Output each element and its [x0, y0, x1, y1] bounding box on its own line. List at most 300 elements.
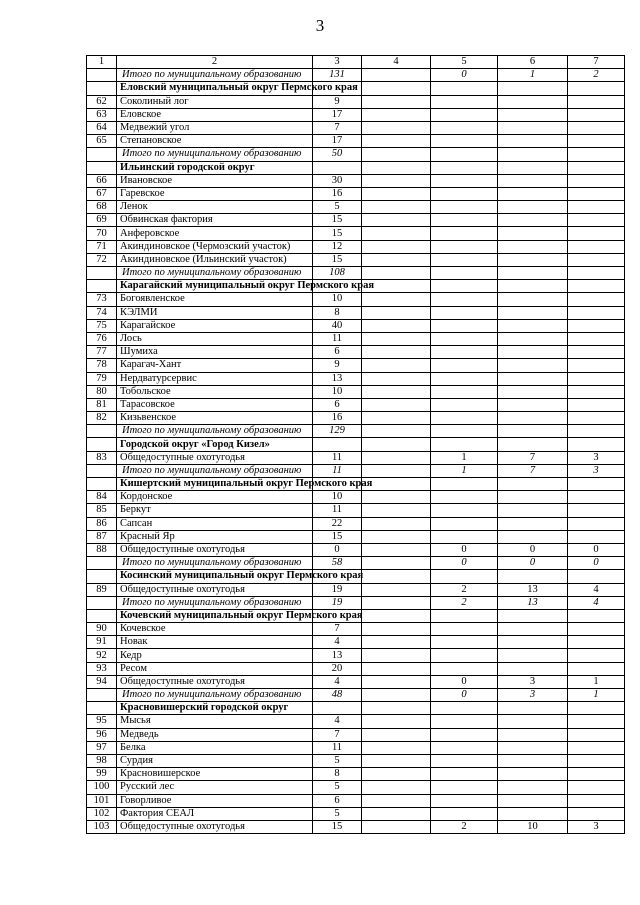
value-cell-c5: [431, 609, 498, 622]
value-cell-c4: [362, 306, 431, 319]
value-cell-c3: 6: [313, 346, 362, 359]
row-number-cell: 83: [87, 451, 117, 464]
value-cell-c7: [568, 623, 625, 636]
total-row: [87, 148, 625, 161]
row-number-cell: 85: [87, 504, 117, 517]
table-row: [87, 174, 625, 187]
row-number-cell: 63: [87, 108, 117, 121]
value-cell-c3: 9: [313, 95, 362, 108]
value-cell-c6: 1: [498, 69, 568, 82]
table-row: [87, 543, 625, 556]
value-cell-c7: [568, 491, 625, 504]
value-cell-c6: [498, 425, 568, 438]
value-cell-c6: [498, 385, 568, 398]
value-cell-c3: 5: [313, 807, 362, 820]
row-number-cell: 99: [87, 768, 117, 781]
name-cell: Итого по муниципальному образованию: [117, 425, 313, 438]
value-cell-c4: [362, 491, 431, 504]
value-cell-c6: [498, 754, 568, 767]
total-row: [87, 425, 625, 438]
value-cell-c6: 0: [498, 543, 568, 556]
row-number-cell: 67: [87, 187, 117, 200]
value-cell-c6: [498, 609, 568, 622]
table-row: [87, 412, 625, 425]
value-cell-c6: [498, 478, 568, 491]
table-row: [87, 820, 625, 833]
value-cell-c6: [498, 174, 568, 187]
table-row: [87, 781, 625, 794]
value-cell-c5: [431, 491, 498, 504]
header-cell: 3: [313, 56, 362, 69]
value-cell-c3: 10: [313, 293, 362, 306]
row-number-cell: 81: [87, 398, 117, 411]
value-cell-c5: [431, 504, 498, 517]
name-cell: Ленок: [117, 201, 313, 214]
value-cell-c4: [362, 662, 431, 675]
value-cell-c5: [431, 306, 498, 319]
value-cell-c4: [362, 623, 431, 636]
name-cell: Кизьвенское: [117, 412, 313, 425]
value-cell-c3: 15: [313, 227, 362, 240]
value-cell-c3: 129: [313, 425, 362, 438]
value-cell-c3: 4: [313, 675, 362, 688]
value-cell-c5: [431, 794, 498, 807]
value-cell-c3: 11: [313, 332, 362, 345]
value-cell-c3: 7: [313, 121, 362, 134]
value-cell-c4: [362, 385, 431, 398]
value-cell-c5: [431, 715, 498, 728]
row-number-cell: 102: [87, 807, 117, 820]
value-cell-c5: [431, 121, 498, 134]
value-cell-c4: [362, 781, 431, 794]
name-cell: Акиндиновское (Ильинский участок): [117, 253, 313, 266]
value-cell-c7: 2: [568, 69, 625, 82]
table-body: [87, 69, 625, 834]
section-header-row: [87, 82, 625, 95]
value-cell-c3: 20: [313, 662, 362, 675]
name-cell: Сапсан: [117, 517, 313, 530]
row-number-cell: 71: [87, 240, 117, 253]
value-cell-c6: [498, 702, 568, 715]
header-cell: 2: [117, 56, 313, 69]
value-cell-c7: [568, 319, 625, 332]
name-cell: Гаревское: [117, 187, 313, 200]
value-cell-c7: [568, 95, 625, 108]
name-cell: Лось: [117, 332, 313, 345]
value-cell-c3: 11: [313, 741, 362, 754]
row-number-cell: 96: [87, 728, 117, 741]
table-row: [87, 451, 625, 464]
value-cell-c6: [498, 346, 568, 359]
row-number-cell: 90: [87, 623, 117, 636]
value-cell-c3: 0: [313, 543, 362, 556]
name-cell: Итого по муниципальному образованию: [117, 267, 313, 280]
value-cell-c5: [431, 649, 498, 662]
value-cell-c5: [431, 570, 498, 583]
header-cell: 5: [431, 56, 498, 69]
name-cell: Красновишерский городской округ: [117, 702, 313, 715]
value-cell-c5: [431, 728, 498, 741]
value-cell-c4: [362, 214, 431, 227]
value-cell-c6: [498, 768, 568, 781]
name-cell: Кордонское: [117, 491, 313, 504]
value-cell-c3: 12: [313, 240, 362, 253]
row-number-cell: 84: [87, 491, 117, 504]
value-cell-c5: 1: [431, 464, 498, 477]
value-cell-c6: [498, 438, 568, 451]
value-cell-c7: [568, 794, 625, 807]
value-cell-c3: 108: [313, 267, 362, 280]
total-row: [87, 596, 625, 609]
value-cell-c3: 17: [313, 108, 362, 121]
table-row: [87, 794, 625, 807]
value-cell-c4: [362, 148, 431, 161]
row-number-cell: 88: [87, 543, 117, 556]
section-header-row: [87, 570, 625, 583]
name-cell: Общедоступные охотугодья: [117, 675, 313, 688]
value-cell-c5: [431, 267, 498, 280]
value-cell-c7: [568, 570, 625, 583]
value-cell-c7: [568, 504, 625, 517]
value-cell-c6: [498, 306, 568, 319]
section-header-row: [87, 478, 625, 491]
value-cell-c7: 1: [568, 689, 625, 702]
value-cell-c3: 9: [313, 359, 362, 372]
value-cell-c4: [362, 121, 431, 134]
row-number-cell: 73: [87, 293, 117, 306]
row-number-cell: [87, 69, 117, 82]
row-number-cell: 65: [87, 135, 117, 148]
value-cell-c3: 16: [313, 187, 362, 200]
value-cell-c3: 13: [313, 372, 362, 385]
value-cell-c3: 7: [313, 623, 362, 636]
value-cell-c4: [362, 728, 431, 741]
value-cell-c6: [498, 517, 568, 530]
value-cell-c7: [568, 385, 625, 398]
value-cell-c3: 48: [313, 689, 362, 702]
name-cell: Кедр: [117, 649, 313, 662]
value-cell-c3: 11: [313, 464, 362, 477]
row-number-cell: 62: [87, 95, 117, 108]
value-cell-c5: [431, 240, 498, 253]
total-row: [87, 267, 625, 280]
value-cell-c7: [568, 807, 625, 820]
value-cell-c6: 3: [498, 675, 568, 688]
value-cell-c4: [362, 412, 431, 425]
value-cell-c7: [568, 82, 625, 95]
value-cell-c6: [498, 214, 568, 227]
value-cell-c4: [362, 82, 431, 95]
value-cell-c7: [568, 135, 625, 148]
section-header-row: [87, 161, 625, 174]
name-cell: Итого по муниципальному образованию: [117, 464, 313, 477]
row-number-cell: [87, 557, 117, 570]
value-cell-c4: [362, 636, 431, 649]
value-cell-c6: [498, 491, 568, 504]
value-cell-c6: [498, 359, 568, 372]
row-number-cell: 78: [87, 359, 117, 372]
row-number-cell: 93: [87, 662, 117, 675]
value-cell-c7: 4: [568, 583, 625, 596]
table-row: [87, 504, 625, 517]
hunting-grounds-table: [86, 55, 625, 834]
value-cell-c7: 1: [568, 675, 625, 688]
row-number-cell: [87, 478, 117, 491]
value-cell-c6: [498, 570, 568, 583]
row-number-cell: 68: [87, 201, 117, 214]
row-number-cell: 74: [87, 306, 117, 319]
value-cell-c3: 11: [313, 451, 362, 464]
table-row: [87, 715, 625, 728]
value-cell-c4: [362, 451, 431, 464]
value-cell-c3: 8: [313, 768, 362, 781]
value-cell-c5: 1: [431, 451, 498, 464]
table-row: [87, 240, 625, 253]
value-cell-c5: [431, 214, 498, 227]
value-cell-c5: 2: [431, 596, 498, 609]
value-cell-c5: [431, 425, 498, 438]
value-cell-c6: [498, 280, 568, 293]
name-cell: Карагайский муниципальный округ Пермского края: [117, 280, 313, 293]
name-cell: Ресом: [117, 662, 313, 675]
value-cell-c4: [362, 240, 431, 253]
value-cell-c4: [362, 609, 431, 622]
value-cell-c4: [362, 754, 431, 767]
table-row: [87, 623, 625, 636]
value-cell-c4: [362, 794, 431, 807]
row-number-cell: [87, 280, 117, 293]
name-cell: Сурдия: [117, 754, 313, 767]
name-cell: Медведь: [117, 728, 313, 741]
value-cell-c4: [362, 807, 431, 820]
table-row: [87, 662, 625, 675]
name-cell: Говорливое: [117, 794, 313, 807]
name-cell: Кочевское: [117, 623, 313, 636]
value-cell-c3: 17: [313, 135, 362, 148]
table-row: [87, 346, 625, 359]
value-cell-c5: [431, 227, 498, 240]
value-cell-c6: [498, 148, 568, 161]
header-cell: 7: [568, 56, 625, 69]
value-cell-c6: [498, 807, 568, 820]
value-cell-c4: [362, 543, 431, 556]
value-cell-c5: [431, 346, 498, 359]
value-cell-c3: 10: [313, 385, 362, 398]
value-cell-c6: [498, 372, 568, 385]
header-cell: 4: [362, 56, 431, 69]
table-row: [87, 227, 625, 240]
value-cell-c5: [431, 636, 498, 649]
name-cell: Общедоступные охотугодья: [117, 820, 313, 833]
table-header-row: [87, 56, 625, 69]
row-number-cell: 80: [87, 385, 117, 398]
row-number-cell: 76: [87, 332, 117, 345]
value-cell-c3: 40: [313, 319, 362, 332]
value-cell-c7: [568, 108, 625, 121]
row-number-cell: [87, 267, 117, 280]
table-row: [87, 319, 625, 332]
value-cell-c6: 7: [498, 464, 568, 477]
value-cell-c3: 16: [313, 412, 362, 425]
name-cell: Карагайское: [117, 319, 313, 332]
value-cell-c5: 2: [431, 583, 498, 596]
value-cell-c5: [431, 108, 498, 121]
value-cell-c5: [431, 293, 498, 306]
table-row: [87, 214, 625, 227]
table-row: [87, 530, 625, 543]
name-cell: КЭЛМИ: [117, 306, 313, 319]
value-cell-c3: 5: [313, 781, 362, 794]
value-cell-c5: [431, 372, 498, 385]
value-cell-c6: [498, 781, 568, 794]
value-cell-c6: [498, 741, 568, 754]
value-cell-c7: [568, 293, 625, 306]
value-cell-c7: [568, 267, 625, 280]
row-number-cell: [87, 82, 117, 95]
value-cell-c3: [313, 438, 362, 451]
value-cell-c6: [498, 636, 568, 649]
value-cell-c3: 15: [313, 530, 362, 543]
value-cell-c5: [431, 623, 498, 636]
table-row: [87, 108, 625, 121]
value-cell-c5: [431, 135, 498, 148]
value-cell-c7: [568, 768, 625, 781]
value-cell-c6: [498, 412, 568, 425]
value-cell-c5: 0: [431, 543, 498, 556]
name-cell: Фактория СЕАЛ: [117, 807, 313, 820]
table-row: [87, 201, 625, 214]
value-cell-c6: [498, 332, 568, 345]
row-number-cell: 72: [87, 253, 117, 266]
value-cell-c7: [568, 478, 625, 491]
table-row: [87, 359, 625, 372]
row-number-cell: [87, 609, 117, 622]
value-cell-c4: [362, 741, 431, 754]
table-row: [87, 187, 625, 200]
table-row: [87, 253, 625, 266]
section-header-row: [87, 438, 625, 451]
value-cell-c4: [362, 135, 431, 148]
value-cell-c7: [568, 741, 625, 754]
name-cell: Белка: [117, 741, 313, 754]
value-cell-c3: 5: [313, 754, 362, 767]
value-cell-c5: 0: [431, 675, 498, 688]
value-cell-c6: [498, 794, 568, 807]
value-cell-c3: 15: [313, 214, 362, 227]
row-number-cell: [87, 689, 117, 702]
table-row: [87, 649, 625, 662]
value-cell-c5: [431, 517, 498, 530]
row-number-cell: 91: [87, 636, 117, 649]
value-cell-c6: [498, 662, 568, 675]
name-cell: Беркут: [117, 504, 313, 517]
total-row: [87, 464, 625, 477]
value-cell-c4: [362, 702, 431, 715]
value-cell-c4: [362, 332, 431, 345]
name-cell: Красновишерское: [117, 768, 313, 781]
value-cell-c4: [362, 161, 431, 174]
value-cell-c7: [568, 636, 625, 649]
row-number-cell: 94: [87, 675, 117, 688]
value-cell-c7: 4: [568, 596, 625, 609]
value-cell-c7: [568, 412, 625, 425]
name-cell: Акиндиновское (Чермозский участок): [117, 240, 313, 253]
table-row: [87, 741, 625, 754]
value-cell-c5: [431, 530, 498, 543]
value-cell-c5: [431, 187, 498, 200]
value-cell-c3: 30: [313, 174, 362, 187]
value-cell-c6: [498, 293, 568, 306]
table-row: [87, 728, 625, 741]
name-cell: Русский лес: [117, 781, 313, 794]
value-cell-c3: 22: [313, 517, 362, 530]
value-cell-c4: [362, 108, 431, 121]
name-cell: Итого по муниципальному образованию: [117, 557, 313, 570]
value-cell-c4: [362, 425, 431, 438]
name-cell: Итого по муниципальному образованию: [117, 689, 313, 702]
value-cell-c6: 0: [498, 557, 568, 570]
value-cell-c3: 13: [313, 649, 362, 662]
value-cell-c7: [568, 306, 625, 319]
value-cell-c3: 4: [313, 636, 362, 649]
value-cell-c6: 13: [498, 583, 568, 596]
name-cell: Кочевский муниципальный округ Пермского края: [117, 609, 313, 622]
table-row: [87, 807, 625, 820]
page-number: 3: [315, 16, 325, 35]
value-cell-c7: [568, 649, 625, 662]
value-cell-c7: [568, 609, 625, 622]
value-cell-c7: [568, 517, 625, 530]
row-number-cell: [87, 702, 117, 715]
value-cell-c7: [568, 214, 625, 227]
value-cell-c7: [568, 728, 625, 741]
name-cell: Косинский муниципальный округ Пермского края: [117, 570, 313, 583]
name-cell: Еловский муниципальный округ Пермского края: [117, 82, 313, 95]
value-cell-c7: 0: [568, 557, 625, 570]
value-cell-c7: [568, 398, 625, 411]
row-number-cell: 97: [87, 741, 117, 754]
value-cell-c3: 50: [313, 148, 362, 161]
value-cell-c7: [568, 662, 625, 675]
table-row: [87, 372, 625, 385]
row-number-cell: 92: [87, 649, 117, 662]
value-cell-c4: [362, 438, 431, 451]
name-cell: Мысья: [117, 715, 313, 728]
value-cell-c5: 0: [431, 69, 498, 82]
name-cell: Богоявленское: [117, 293, 313, 306]
value-cell-c3: 11: [313, 504, 362, 517]
value-cell-c3: 6: [313, 794, 362, 807]
value-cell-c5: [431, 741, 498, 754]
value-cell-c4: [362, 570, 431, 583]
row-number-cell: [87, 570, 117, 583]
value-cell-c6: [498, 82, 568, 95]
value-cell-c4: [362, 227, 431, 240]
name-cell: Анферовское: [117, 227, 313, 240]
value-cell-c4: [362, 346, 431, 359]
table-row: [87, 675, 625, 688]
value-cell-c4: [362, 253, 431, 266]
table-row: [87, 768, 625, 781]
row-number-cell: 69: [87, 214, 117, 227]
value-cell-c7: [568, 227, 625, 240]
value-cell-c3: 15: [313, 253, 362, 266]
value-cell-c4: [362, 820, 431, 833]
value-cell-c5: [431, 768, 498, 781]
value-cell-c4: [362, 267, 431, 280]
value-cell-c7: 3: [568, 464, 625, 477]
value-cell-c5: [431, 82, 498, 95]
